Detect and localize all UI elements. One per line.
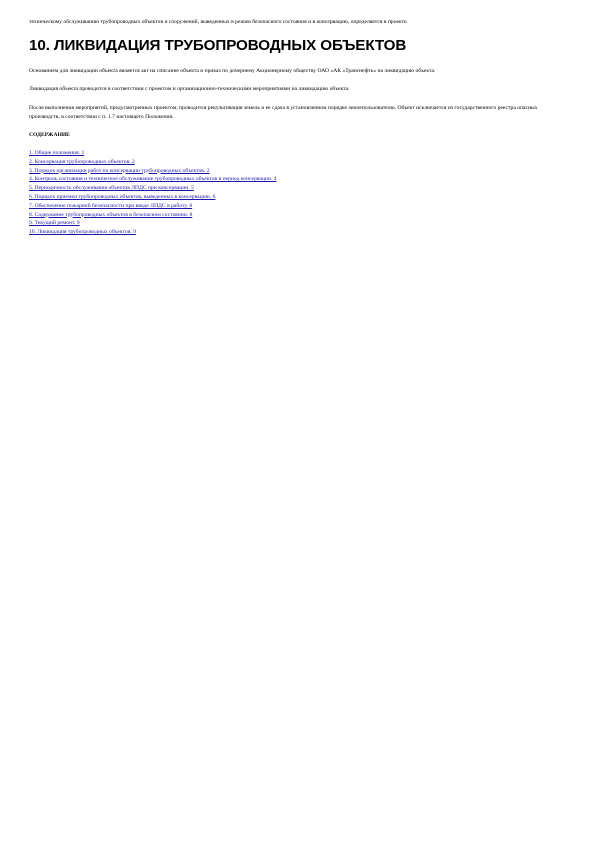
toc-item [29, 184, 569, 193]
toc-item [29, 167, 569, 176]
toc-link-safe-state[interactable]: 8. Содержание трубопроводных объектов в безопасном состоянии. 8 [29, 211, 193, 218]
toc-item [29, 149, 569, 158]
paragraph-procedure: Ликвидация объекта проводится в соответствии с проектом и организационно-техническими мероприятиями на ликвидацию объекта. [29, 86, 350, 93]
toc-link-liquidation[interactable]: 10. Ликвидация трубопроводных объектов. 9 [29, 229, 136, 236]
toc-link-fire-safety[interactable]: 7. Обеспечение пожарной безопасности при вводе ЛПДС в работу. 8 [29, 202, 193, 209]
toc-item [29, 219, 569, 228]
toc-item [29, 175, 569, 184]
toc-link-conservation[interactable]: 2. Консервация трубопроводных объектов. 2 [29, 158, 135, 165]
toc-item [29, 158, 569, 167]
toc-link-organization[interactable]: 3. Порядок организации работ по консервации трубопроводных объектов. 2 [29, 167, 210, 174]
paragraph-basis: Основанием для ликвидации объекта является акт на списание объекта и приказ по дочернему Акционерному обществу ОАО «АК «Транснефть» на ликвидацию объекта. [29, 68, 436, 75]
paragraph-recultivation: После выполнения мероприятий, предусмотренных проектом, проводится рекультивация земель и ее сдача в установленном порядке землепользователю. Объект исключается из государственного реестра опасных производств, в соответствии с п. 1.7 настоящего Положения. [29, 104, 538, 120]
toc-title: СОДЕРЖАНИЕ [29, 132, 70, 139]
toc-item [29, 202, 569, 211]
toc-link-periodicity[interactable]: 5. Периодичность обслуживания объектов ЛПДС при консервации. 5 [29, 185, 194, 192]
intro-paragraph: техническому обслуживанию трубопроводных объектов и сооружений, выведенных в режим безопасного состояния и в консервацию, определяется в проекте. [29, 19, 408, 25]
toc-item [29, 193, 569, 202]
toc-link-repair[interactable]: 9. Текущий ремонт. 9 [29, 220, 80, 227]
table-of-contents [29, 149, 569, 237]
toc-link-acceptance[interactable]: 6. Порядок приемки трубопроводных объектов, выведенных в консервацию. 6 [29, 194, 216, 200]
section-heading: 10. ЛИКВИДАЦИЯ ТРУБОПРОВОДНЫХ ОБЪЕКТОВ [29, 37, 407, 55]
toc-item [29, 228, 569, 237]
toc-link-monitoring[interactable]: 4. Контроль состояния и техническое обслуживание трубопроводных объектов в период консервации. 4 [29, 176, 277, 183]
document-page [29, 18, 569, 237]
toc-item [29, 211, 569, 220]
toc-link-general[interactable]: 1. Общие положения. 1 [29, 150, 85, 157]
